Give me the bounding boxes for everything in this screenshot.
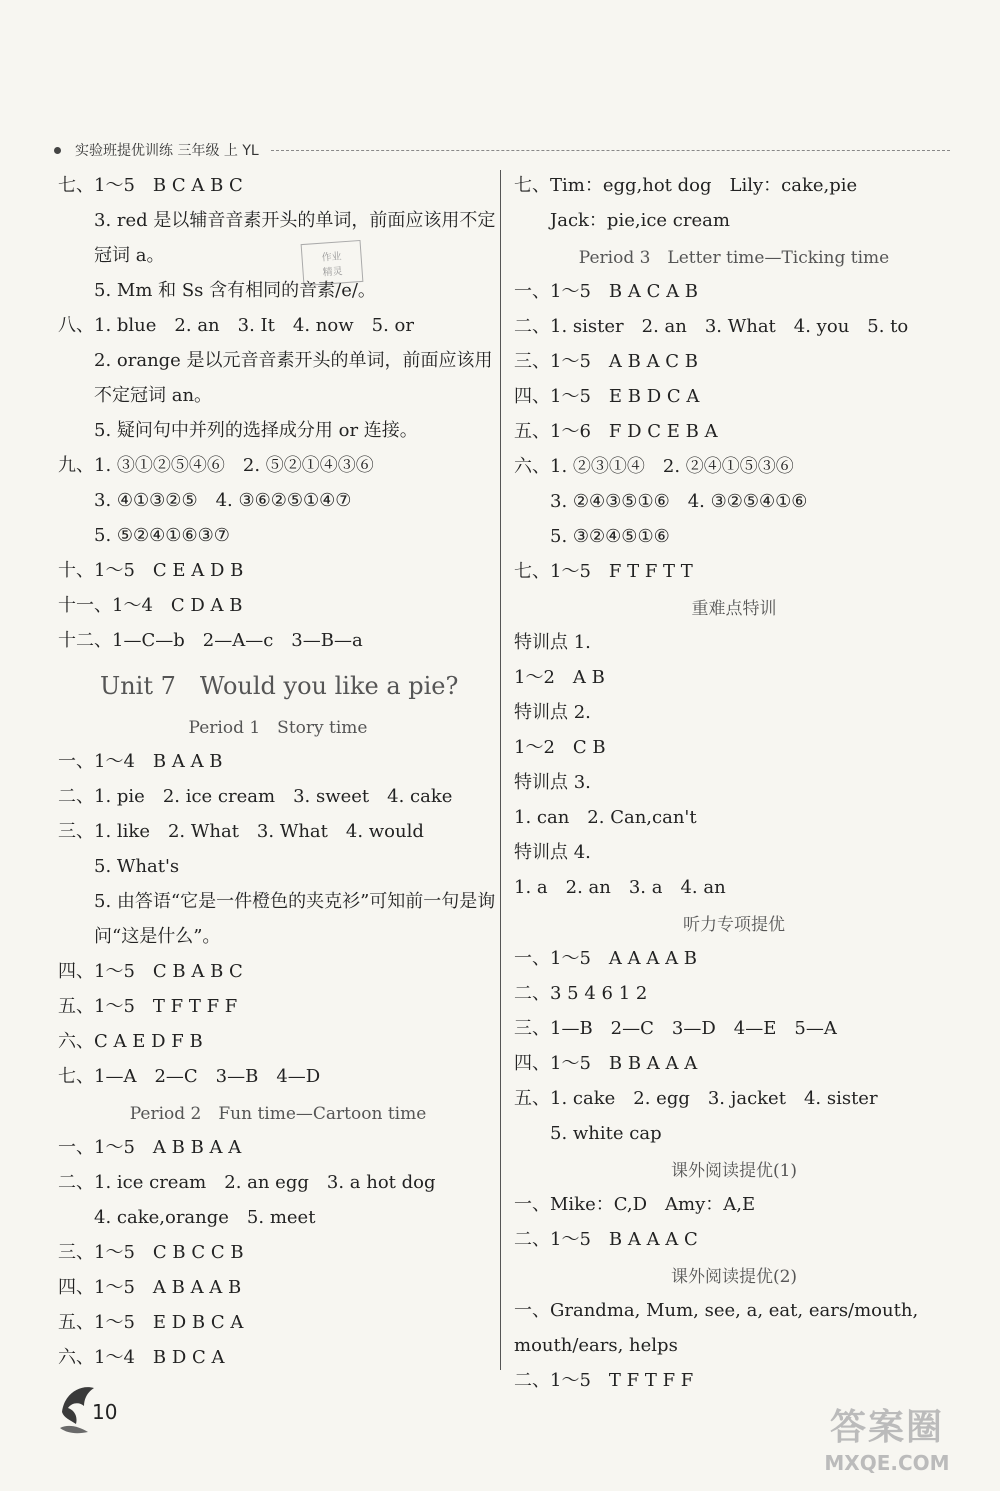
column-divider — [500, 170, 501, 1370]
answer-line: 五、1～5 E D B C A — [58, 1312, 244, 1333]
period-heading: Period 1 Story time — [188, 718, 368, 738]
period-heading: Period 3 Letter time—Ticking time — [578, 248, 890, 268]
answer-line: 特训点 3. — [514, 772, 591, 793]
answer-line: 六、C A E D F B — [58, 1031, 203, 1052]
answer-line: 十二、1—C—b 2—A—c 3—B—a — [58, 630, 363, 651]
answer-line: 1～2 C B — [514, 737, 606, 758]
answer-line: 三、1～5 C B C C B — [58, 1242, 244, 1263]
answer-line: 5. What's — [94, 856, 180, 877]
section-heading: 课外阅读提优(2) — [670, 1267, 798, 1287]
answer-line: 3. ②④③⑤①⑥ 4. ③②⑤④①⑥ — [550, 491, 808, 512]
answer-line: 五、1. cake 2. egg 3. jacket 4. sister — [514, 1088, 878, 1109]
answer-line: 四、1～5 E B D C A — [514, 386, 700, 407]
stamp-text-2: 精灵 — [322, 266, 344, 279]
header-rule — [271, 150, 950, 151]
answer-line: 十一、1～4 C D A B — [58, 595, 243, 616]
unit-title: Unit 7 Would you like a pie? — [100, 672, 459, 700]
answer-line: 一、1～5 B A C A B — [514, 281, 699, 302]
answer-line: 二、1. sister 2. an 3. What 4. you 5. to — [514, 316, 909, 337]
site-watermark — [812, 1406, 962, 1476]
left-column — [58, 168, 498, 1375]
answer-line: 特训点 1. — [514, 632, 591, 653]
answer-line: 四、1～5 A B A A B — [58, 1277, 242, 1298]
answer-note: 2. orange 是以元音音素开头的单词，前面应该用不定冠词 an。 — [94, 350, 493, 406]
answer-note-text: 3. red 是以辅音音素开头的单词，前面应该用不定冠词 a。 — [94, 210, 496, 266]
section-heading: 重难点特训 — [691, 599, 777, 619]
answer-note: 5. Mm 和 Ss 含有相同的音素/e/。 — [94, 280, 376, 301]
watermark-url: MXQE.COM — [824, 1451, 950, 1475]
answer-line: 三、1～5 A B A C B — [514, 351, 699, 372]
page-header — [54, 138, 950, 162]
section-heading: 听力专项提优 — [683, 915, 785, 935]
right-column — [514, 168, 954, 1398]
header-title: 实验班提优训练 三年级 上 YL — [75, 143, 259, 159]
section-heading: 课外阅读提优(1) — [670, 1161, 798, 1181]
answer-line: 七、1～5 B C A B C — [58, 175, 243, 196]
answer-line: 三、1—B 2—C 3—D 4—E 5—A — [514, 1018, 837, 1039]
answer-line: 五、1～6 F D C E B A — [514, 421, 718, 442]
answer-line: 七、1—A 2—C 3—B 4—D — [58, 1066, 321, 1087]
answer-line: 五、1～5 T F T F F — [58, 996, 238, 1017]
answer-line: 二、3 5 4 6 1 2 — [514, 983, 648, 1004]
answer-line: Jack：pie,ice cream — [550, 210, 730, 231]
answer-line: 1～2 A B — [514, 667, 605, 688]
answer-line: 二、1～5 T F T F F — [514, 1370, 694, 1391]
period-heading: Period 2 Fun time—Cartoon time — [129, 1104, 427, 1124]
answer-line: 5. ③②④⑤①⑥ — [550, 526, 670, 547]
answer-line: 六、1～4 B D C A — [58, 1347, 225, 1368]
page-number: 10 — [92, 1400, 118, 1424]
answer-line: 特训点 2. — [514, 702, 591, 723]
answer-line: 1. a 2. an 3. a 4. an — [514, 877, 726, 898]
answer-note: 5. 由答语“它是一件橙色的夹克衫”可知前一句是询问“这是什么”。 — [94, 891, 496, 947]
answer-line: 四、1～5 B B A A A — [514, 1053, 698, 1074]
answer-note — [58, 203, 498, 273]
answer-line: 四、1～5 C B A B C — [58, 961, 243, 982]
answer-line: 二、1. pie 2. ice cream 3. sweet 4. cake — [58, 786, 453, 807]
answer-note: 5. 疑问句中并列的选择成分用 or 连接。 — [94, 420, 418, 441]
answer-line: 七、1～5 F T F T T — [514, 561, 693, 582]
answer-line: 3. ④①③②⑤ 4. ③⑥②⑤①④⑦ — [94, 490, 352, 511]
answer-line: 特训点 4. — [514, 842, 591, 863]
answer-line: 5. white cap — [550, 1123, 662, 1144]
answer-line: 二、1. ice cream 2. an egg 3. a hot dog — [58, 1172, 436, 1193]
answer-line: 1. can 2. Can,can't — [514, 807, 697, 828]
answer-line: 二、1～5 B A A A C — [514, 1229, 698, 1250]
stamp-text-1: 作业 — [321, 251, 342, 264]
answer-line: 一、1～5 A A A A B — [514, 948, 698, 969]
answer-line: 一、Grandma, Mum, see, a, eat, ears/mouth, mouth/ears, helps — [514, 1300, 919, 1356]
answer-line: 4. cake,orange 5. meet — [94, 1207, 316, 1228]
answer-line: 十、1～5 C E A D B — [58, 560, 244, 581]
answer-line: 一、1～5 A B B A A — [58, 1137, 242, 1158]
answer-line: 八、1. blue 2. an 3. It 4. now 5. or — [58, 315, 414, 336]
answer-line: 六、1. ②③①④ 2. ②④①⑤③⑥ — [514, 456, 794, 477]
answer-line: 三、1. like 2. What 3. What 4. would — [58, 821, 424, 842]
watermark-logo-text: 答案圈 — [829, 1407, 944, 1448]
answer-line: 一、Mike：C,D Amy：A,E — [514, 1194, 756, 1215]
answer-line: 一、1～4 B A A B — [58, 751, 223, 772]
answer-line: 七、Tim：egg,hot dog Lily：cake,pie — [514, 175, 858, 196]
answer-line: 5. ⑤②④①⑥③⑦ — [94, 525, 230, 546]
answer-line: 九、1. ③①②⑤④⑥ 2. ⑤②①④③⑥ — [58, 455, 374, 476]
bullet-dot — [54, 147, 61, 154]
